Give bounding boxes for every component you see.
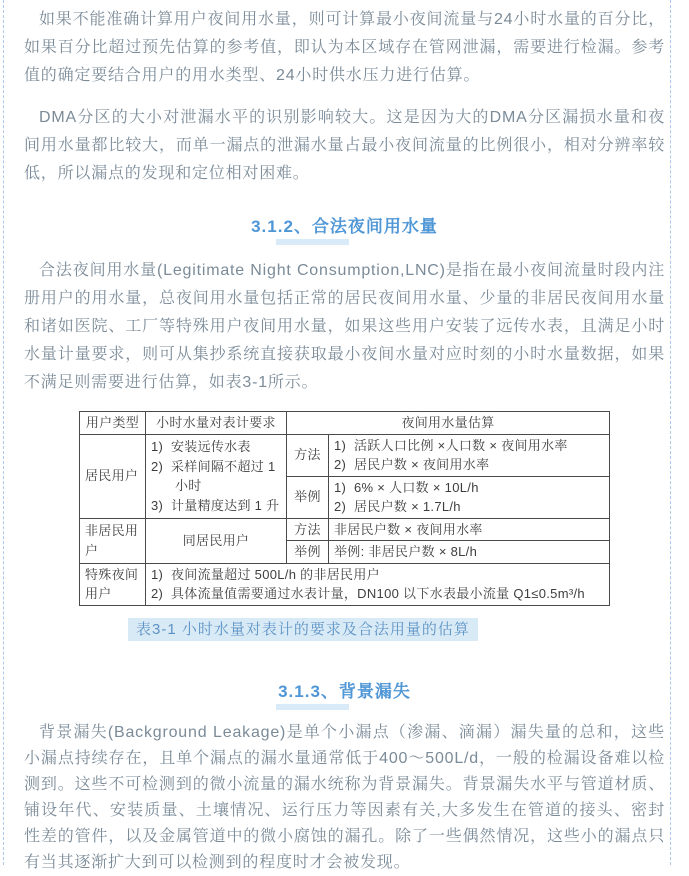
table-caption: 表3-1 小时水量对表计的要求及合法用量的估算 xyxy=(128,618,478,641)
header-night-usage-estimate: 夜间用水量估算 xyxy=(286,412,609,435)
cell-resident-method-content xyxy=(328,434,609,476)
req-item-1: 1) 安装远传水表 xyxy=(150,439,251,454)
table-row-nonresident-method xyxy=(79,518,609,541)
example-item-2: 2) 居民户数 × 1.7L/h xyxy=(333,499,461,514)
heading-legitimate-night-consumption: 3.1.2、合法夜间用水量 xyxy=(251,217,438,236)
special-item-2: 2) 具体流量值需要通过水表计量，DN100 以下水表最小流量 Q1≤0.5m³/h xyxy=(150,586,585,601)
cell-nonresident-example-content: 举例: 非居民户数 × 8L/h xyxy=(328,541,609,564)
req-item-3: 3) 计量精度达到 1 升 xyxy=(150,497,280,513)
table-row-special-users xyxy=(79,563,609,605)
table-row-resident-method xyxy=(79,434,609,476)
cell-resident-requirements xyxy=(145,434,286,518)
paragraph-lnc-definition: 合法夜间用水量(Legitimate Night Consumption,LNC)是指在最小夜间流量时段内注册用户的用水量，总夜间用水量包括正常的居民夜间用水量、少量的非居民夜间用水量和诸如医院、工厂等特殊用户夜间用水量，如果这些用户安装了远传水表，且满足小时水量计量要求，则可从集抄系统直接获取最小夜间水量对应时刻的小时水量数据，如果不满足则需要进行估算，如表3-1所示。 xyxy=(24,262,665,391)
cell-nonresident-requirement: 同居民用户 xyxy=(145,518,286,563)
paragraph-background-leakage-definition: 背景漏失(Background Leakage)是单个小漏点（渗漏、滴漏）漏失量的总和，这些小漏点持续存在，且单个漏点的漏水量通常低于400～500L/d，一般的检漏设备难以检测到。这些不可检测到的微小流量的漏水统称为背景漏失。背景漏失水平与管道材质、铺设年代、安装质量、土壤情况、运行压力等因素有关,大多发生在管道的接头、密封性差的管件，以及金属管道中的微小腐蚀的漏孔。除了一些偶然情况，这些小的漏点只有当其逐渐扩大到可以检测到的程度时才会被发现。 xyxy=(24,723,665,871)
req-item-2: 2) 采样间隔不超过 1 小时 xyxy=(150,458,280,493)
heading-underline-bar xyxy=(276,239,349,245)
page-edge-dashed-left xyxy=(3,0,4,865)
example-item-1: 1) 6% × 人口数 × 10L/h xyxy=(333,479,479,495)
cell-special-user: 特殊夜间用户 xyxy=(79,563,145,605)
section-heading-312 xyxy=(24,218,665,245)
method-item-1: 1) 活跃人口比例 ×人口数 × 夜间用水率 xyxy=(333,437,568,453)
method-item-2: 2) 居民户数 × 夜间用水率 xyxy=(333,457,490,472)
paragraph-dma-size-effect: DMA分区的大小对泄漏水平的识别影响较大。这是因为大的DMA分区漏损水量和夜间用水量都比较大，而单一漏点的泄漏水量占最小夜间流量的比例很小，相对分辨率较低，所以漏点的发现和定位相对困难。 xyxy=(24,109,665,182)
cell-nonresident-method-content: 非居民户数 × 夜间用水率 xyxy=(328,518,609,541)
table-caption-row xyxy=(24,618,665,641)
paragraph-night-usage-percentage: 如果不能准确计算用户夜间用水量，则可计算最小夜间流量与24小时水量的百分比，如果百分比超过预先估算的参考值，即认为本区域存在管网泄漏，需要进行检漏。参考值的确定要结合用户的用水类型、24小时供水压力进行估算。 xyxy=(24,11,665,84)
section-heading-313 xyxy=(24,683,665,710)
cell-nonresident-example-label: 举例 xyxy=(286,541,328,564)
cell-resident-example-label: 举例 xyxy=(286,476,328,518)
cell-nonresident-user: 非居民用户 xyxy=(79,518,145,563)
table-hourly-meter-requirements xyxy=(79,411,610,606)
page-edge-dashed-right xyxy=(670,0,671,865)
heading-background-leakage: 3.1.3、背景漏失 xyxy=(278,681,411,701)
cell-resident-method-label: 方法 xyxy=(286,434,328,476)
cell-special-content xyxy=(145,563,609,605)
cell-nonresident-method-label: 方法 xyxy=(286,518,328,541)
table-header-row xyxy=(79,412,609,435)
special-item-1: 1) 夜间流量超过 500L/h 的非居民用户 xyxy=(150,566,380,582)
cell-resident-user: 居民用户 xyxy=(79,434,145,518)
header-meter-requirement: 小时水量对表计要求 xyxy=(145,412,286,435)
cell-resident-example-content xyxy=(328,476,609,518)
heading-underline-bar xyxy=(276,704,349,710)
header-user-type: 用户类型 xyxy=(79,412,145,435)
